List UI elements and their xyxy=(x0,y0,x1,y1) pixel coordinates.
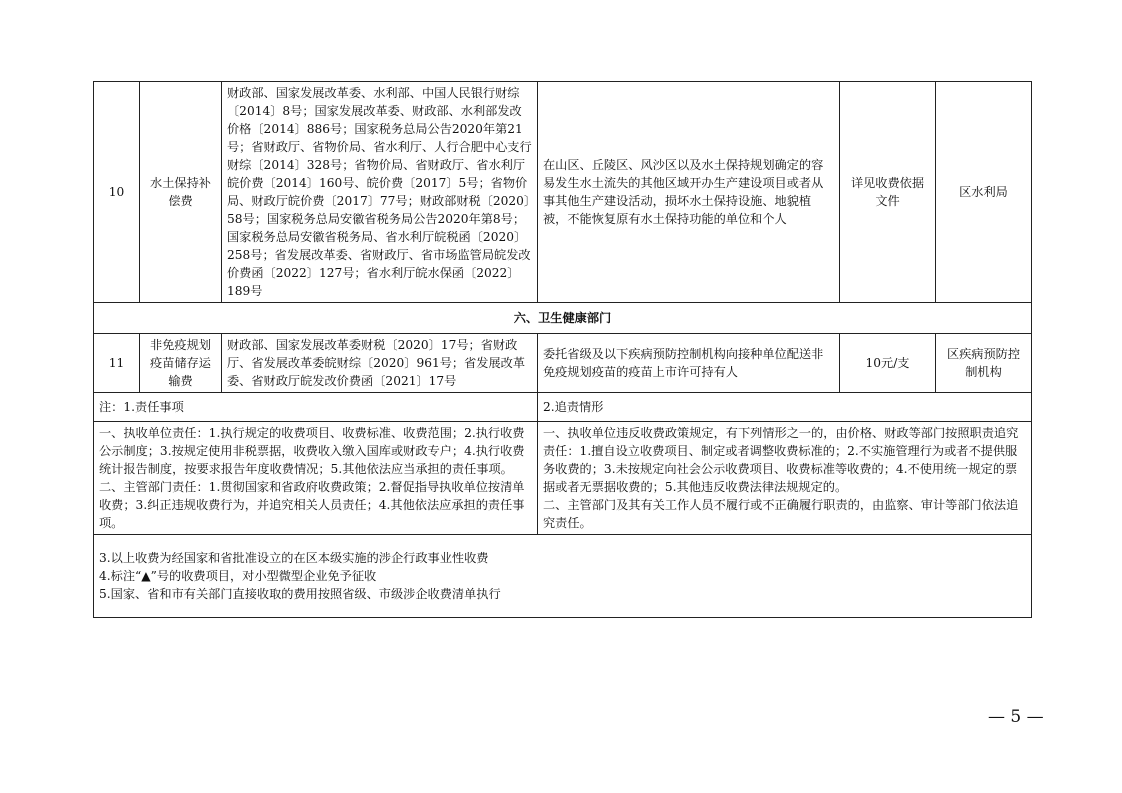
accountability-body xyxy=(538,422,1032,535)
fee-department: 区水利局 xyxy=(936,82,1032,303)
fee-name: 水土保持补偿费 xyxy=(140,82,222,303)
fee-basis: 财政部、国家发展改革委财税〔2020〕17号；省财政厅、省发展改革委皖财综〔2020〕961号；省发展改革委、省财政厅皖发改价费函〔2021〕17号 xyxy=(222,334,538,393)
responsibility-item: 一、执收单位责任：1.执行规定的收费项目、收费标准、收费范围；2.执行收费公示制度；3.按规定使用非税票据，收费收入缴入国库或财政专户；4.执行收费统计报告制度，按要求报告年度收费情况；5.其他依法应当承担的责任事项。 xyxy=(99,426,525,476)
accountability-item: 一、执收单位违反收费政策规定，有下列情形之一的，由价格、财政等部门按照职责追究责任：1.擅自设立收费项目、制定或者调整收费标准的；2.不实施管理行为或者不提供服务收费的；3.未按规定向社会公示收费项目、收费标准等收费的；4.不使用统一规定的票据或者无票据收费的；5.其他违反收费法律法规规定的。 xyxy=(543,426,1019,494)
fee-department: 区疾病预防控制机构 xyxy=(936,334,1032,393)
fee-basis: 财政部、国家发展改革委、水利部、中国人民银行财综〔2014〕8号；国家发展改革委、财政部、水利部发改价格〔2014〕886号；国家税务总局公告2020年第21号；省财政厅、省物价局、省水利厅、人行合肥中心支行财综〔2014〕328号；省物价局、省财政厅、省水利厅皖价费〔2014〕160号、皖价费〔2017〕5号；省物价局、财政厅皖价费〔2017〕77号；财政部财税〔2020〕58号；国家税务总局安徽省税务局公告2020年第8号；国家税务总局安徽省税务局、省水利厅皖税函〔2020〕258号；省发展改革委、省财政厅、省市场监管局皖发改价费函〔2022〕127号；省水利厅皖水保函〔2022〕189号 xyxy=(222,82,538,303)
fee-list-table xyxy=(93,81,1032,618)
page-number: — 5 — xyxy=(988,707,1044,727)
fee-object: 在山区、丘陵区、风沙区以及水土保持规划确定的容易发生水土流失的其他区域开办生产建设项目或者从事其他生产建设活动，损坏水土保持设施、地貌植被，不能恢复原有水土保持功能的单位和个人 xyxy=(538,82,840,303)
fee-object: 委托省级及以下疾病预防控制机构向接种单位配送非免疫规划疫苗的疫苗上市许可持有人 xyxy=(538,334,840,393)
fee-standard: 详见收费依据文件 xyxy=(840,82,936,303)
row-number: 10 xyxy=(94,82,140,303)
section-header: 六、卫生健康部门 xyxy=(94,303,1032,334)
responsibility-body xyxy=(94,422,538,535)
notes-footer-row xyxy=(94,535,1032,618)
table-row xyxy=(94,82,1032,303)
accountability-item: 二、主管部门及其有关工作人员不履行或不正确履行职责的，由监察、审计等部门依法追究责任。 xyxy=(543,498,1019,530)
responsibility-title: 注：1.责任事项 xyxy=(94,393,538,422)
table-row xyxy=(94,334,1032,393)
section-header-row xyxy=(94,303,1032,334)
notes-body-row xyxy=(94,422,1032,535)
accountability-title: 2.追责情形 xyxy=(538,393,1032,422)
note-line: 3.以上收费为经国家和省批准设立的在区本级实施的涉企行政事业性收费 xyxy=(99,551,489,565)
fee-name: 非免疫规划疫苗储存运输费 xyxy=(140,334,222,393)
note-line: 5.国家、省和市有关部门直接收取的费用按照省级、市级涉企收费清单执行 xyxy=(99,587,501,601)
notes-title-row xyxy=(94,393,1032,422)
notes-footer xyxy=(94,535,1032,618)
note-line: 4.标注“▲”号的收费项目，对小型微型企业免予征收 xyxy=(99,569,377,583)
row-number: 11 xyxy=(94,334,140,393)
responsibility-item: 二、主管部门责任：1.贯彻国家和省政府收费政策；2.督促指导执收单位按清单收费；3.纠正违规收费行为，并追究相关人员责任；4.其他依法应承担的责任事项。 xyxy=(99,480,525,530)
fee-standard: 10元/支 xyxy=(840,334,936,393)
